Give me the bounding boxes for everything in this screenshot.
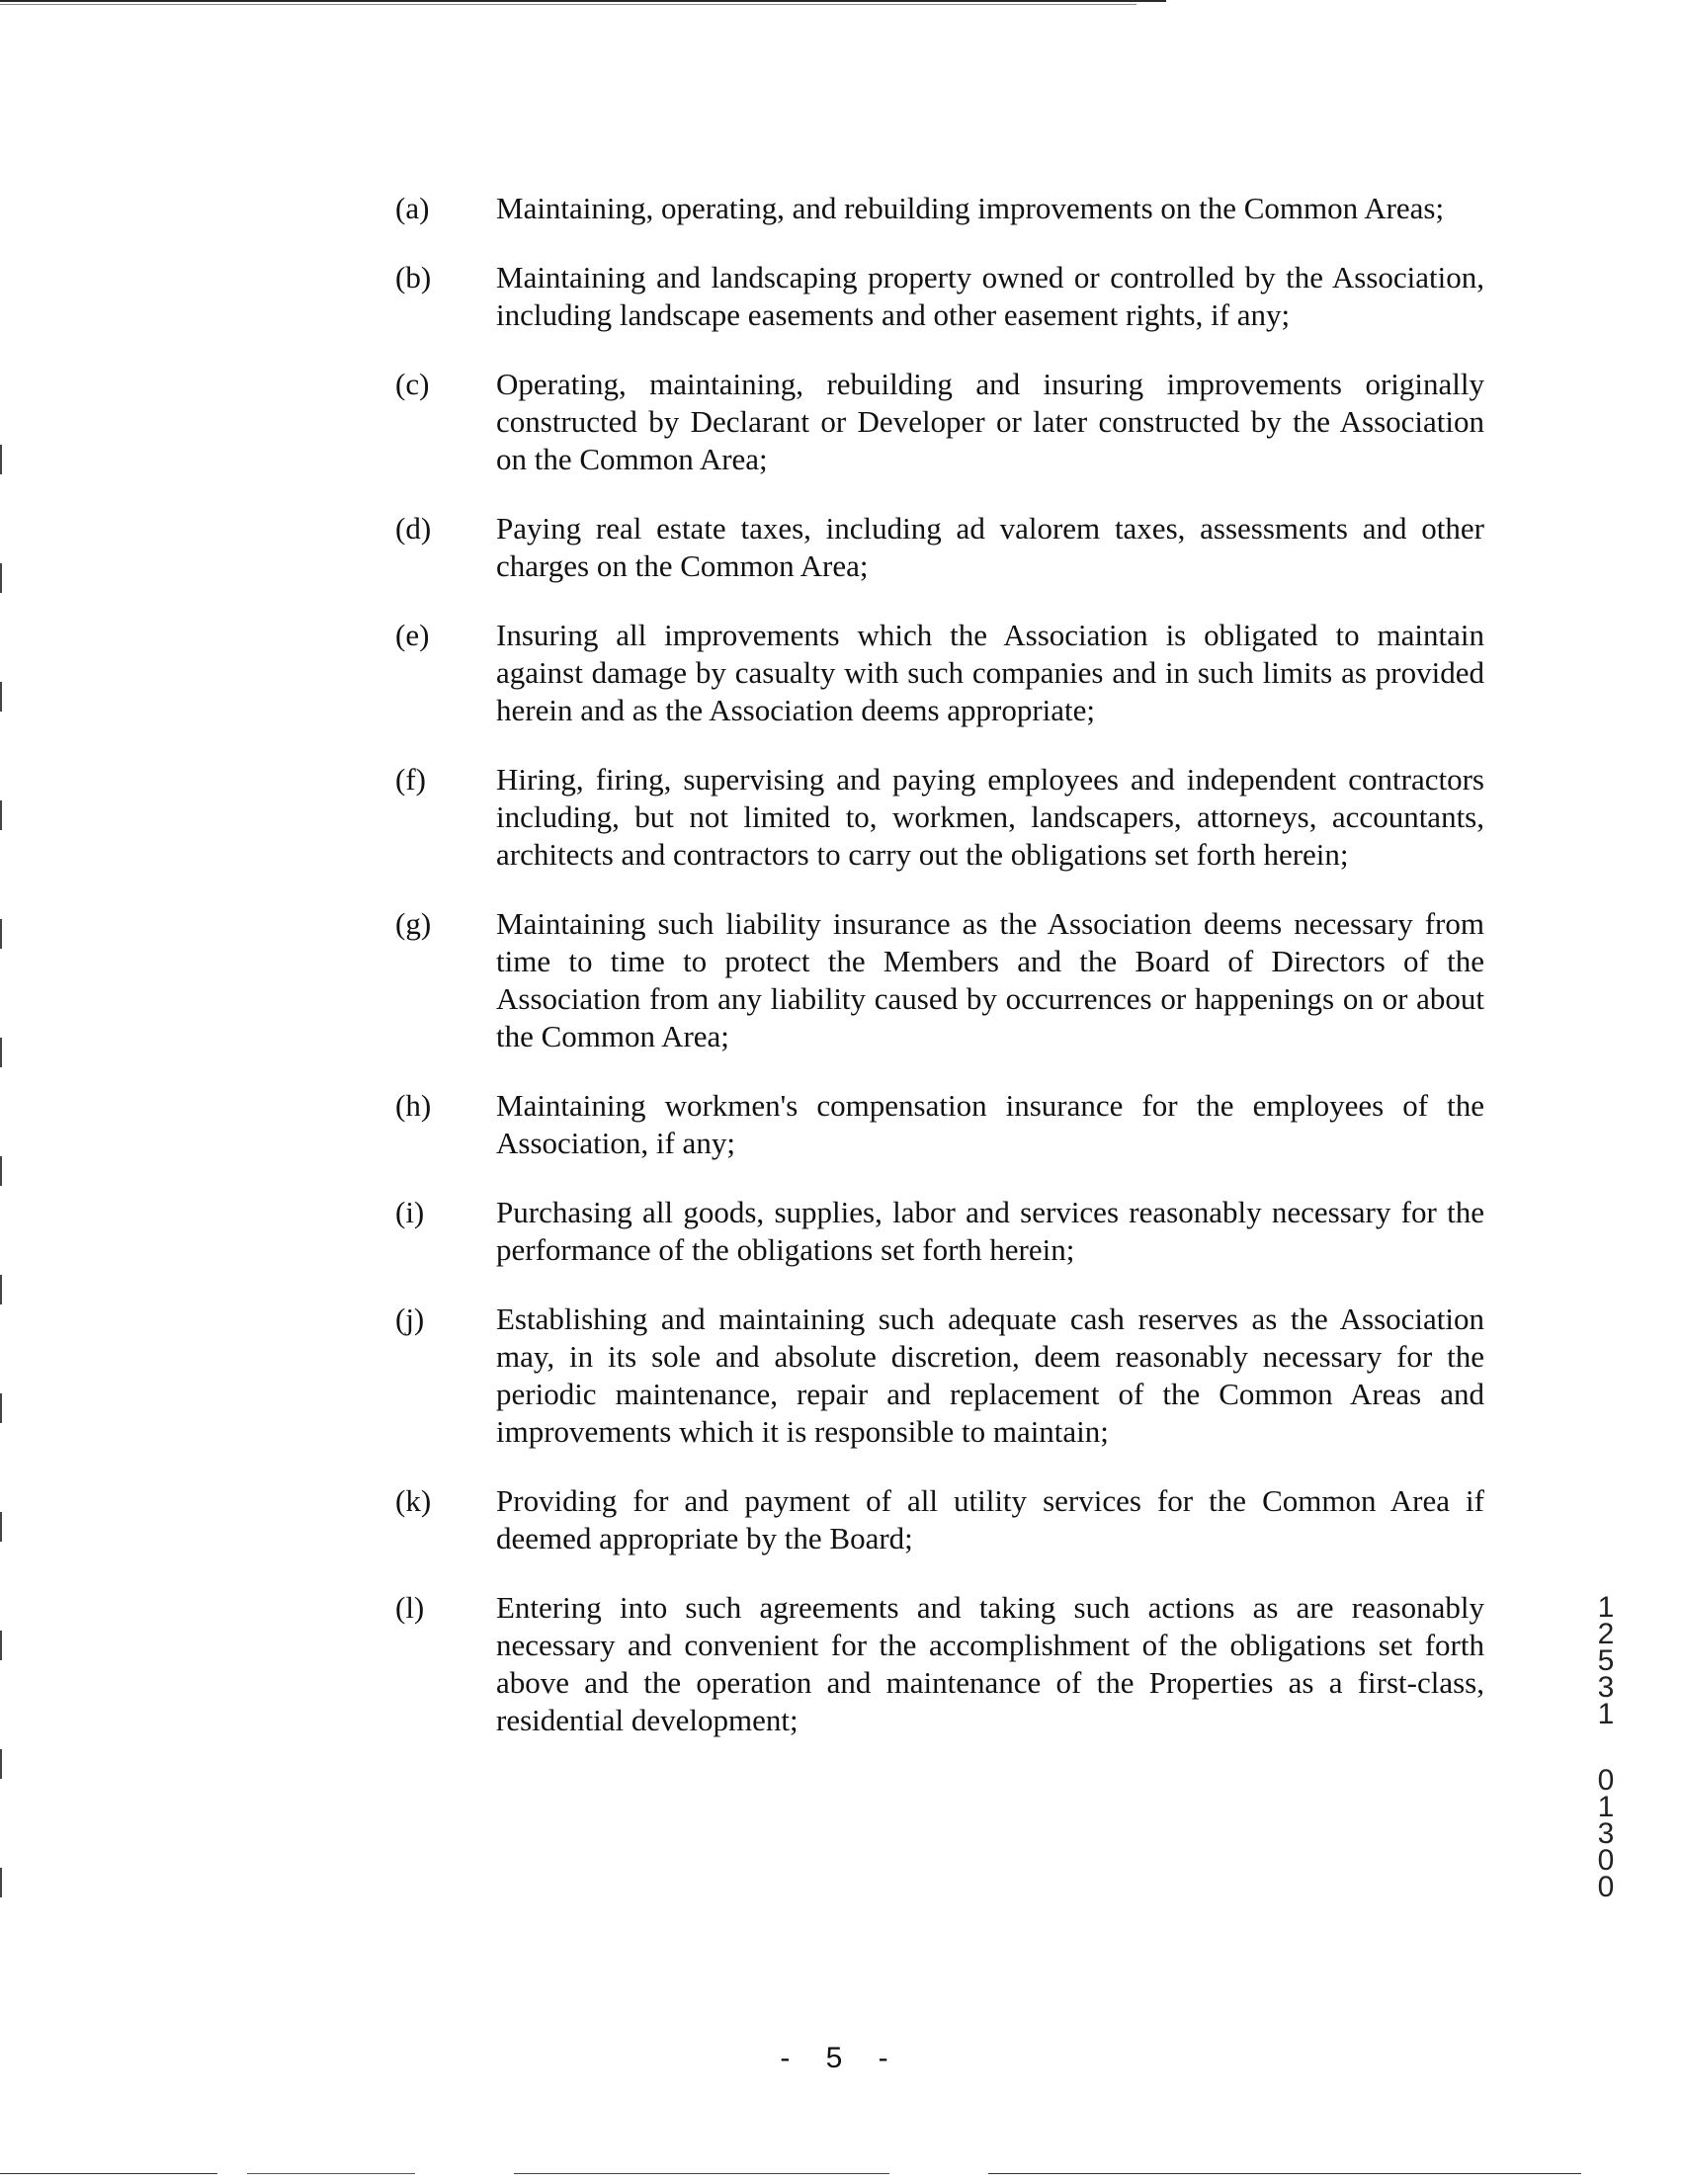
list-item [395,366,1484,478]
list-item-text: Hiring, firing, supervising and paying employees and independent contractors including, but not limited to, workmen, landscapers, attorneys, accountants, architects and contractors to carry out the obligations set forth herein; [496,762,1484,872]
recording-document-number [1591,1591,1621,1903]
list-item-text: Maintaining workmen's compensation insurance for the employees of the Association, if any; [496,1088,1484,1160]
doc-number-digit: 1 [1597,1591,1615,1624]
doc-number-digit: 0 [1597,1764,1615,1797]
list-item-marker: (e) [395,618,430,652]
scan-edge-top-secondary [0,4,1136,5]
list-item-text: Entering into such agreements and taking such actions as are reasonably necessary and convenient for the accomplishment of the obligations set forth above and the operation and maintenance of the Properties as a first-class, residential development; [496,1590,1484,1737]
doc-number-digit: 0 [1597,1871,1615,1903]
doc-number-digit: 5 [1597,1644,1615,1677]
page-number: - 5 - [780,2042,902,2074]
doc-number-digit: 1 [1597,1791,1615,1823]
list-item [395,1589,1484,1739]
list-item-text: Operating, maintaining, rebuilding and insuring improvements originally constructed by Declarant or Developer or later constructed by the Association on the Common Area; [496,367,1484,476]
list-item-text: Providing for and payment of all utility services for the Common Area if deemed appropriate by the Board; [496,1483,1484,1555]
list-item-marker: (j) [395,1302,425,1336]
scan-edge-left [0,445,2,1927]
obligations-list [395,190,1484,1771]
list-item-text: Paying real estate taxes, including ad valorem taxes, assessments and other charges on the Common Area; [496,511,1484,583]
list-item-text: Maintaining such liability insurance as the Association deems necessary from time to time to protect the Members and the Board of Directors of the Association from any liability caused by occurrences or happenings on or about the Common Area; [496,906,1484,1053]
doc-number-digit: 0 [1597,1844,1615,1877]
list-item-marker: (a) [395,191,430,225]
list-item-marker: (b) [395,260,432,294]
list-item [395,1194,1484,1269]
list-item [395,190,1484,227]
list-item [395,1087,1484,1162]
list-item-marker: (d) [395,511,432,546]
list-item-text: Maintaining, operating, and rebuilding improvements on the Common Areas; [496,191,1445,225]
list-item-marker: (c) [395,367,430,401]
list-item [395,259,1484,334]
scan-edge-top [0,0,1166,2]
list-item-marker: (k) [395,1483,432,1518]
list-item [395,1482,1484,1557]
list-item-text: Establishing and maintaining such adequate cash reserves as the Association may, in its sole and absolute discretion, deem reasonably necessary for the periodic maintenance, repair and replacement of the Common Areas and improvements which it is responsible to maintain; [496,1302,1484,1449]
list-item-marker: (h) [395,1088,432,1123]
doc-number-digit: 3 [1597,1671,1615,1704]
list-item-marker: (g) [395,906,432,941]
list-item-marker: (f) [395,762,426,797]
list-item [395,617,1484,729]
list-item [395,510,1484,585]
doc-number-gap [1591,1726,1621,1766]
list-item-marker: (i) [395,1195,425,1229]
doc-number-digit: 1 [1597,1698,1615,1730]
scan-edge-bottom [0,2173,1682,2174]
list-item-marker: (l) [395,1590,425,1625]
list-item-text: Maintaining and landscaping property owned or controlled by the Association, including landscape easements and other easement rights, if any; [496,260,1484,332]
doc-number-digit: 3 [1597,1817,1615,1850]
list-item-text: Purchasing all goods, supplies, labor and services reasonably necessary for the performance of the obligations set forth herein; [496,1195,1484,1267]
list-item [395,905,1484,1055]
list-item [395,1301,1484,1451]
list-item [395,761,1484,874]
list-item-text: Insuring all improvements which the Association is obligated to maintain against damage by casualty with such companies and in such limits as provided herein and as the Association deems appropriate; [496,618,1484,727]
doc-number-digit: 2 [1597,1618,1615,1650]
